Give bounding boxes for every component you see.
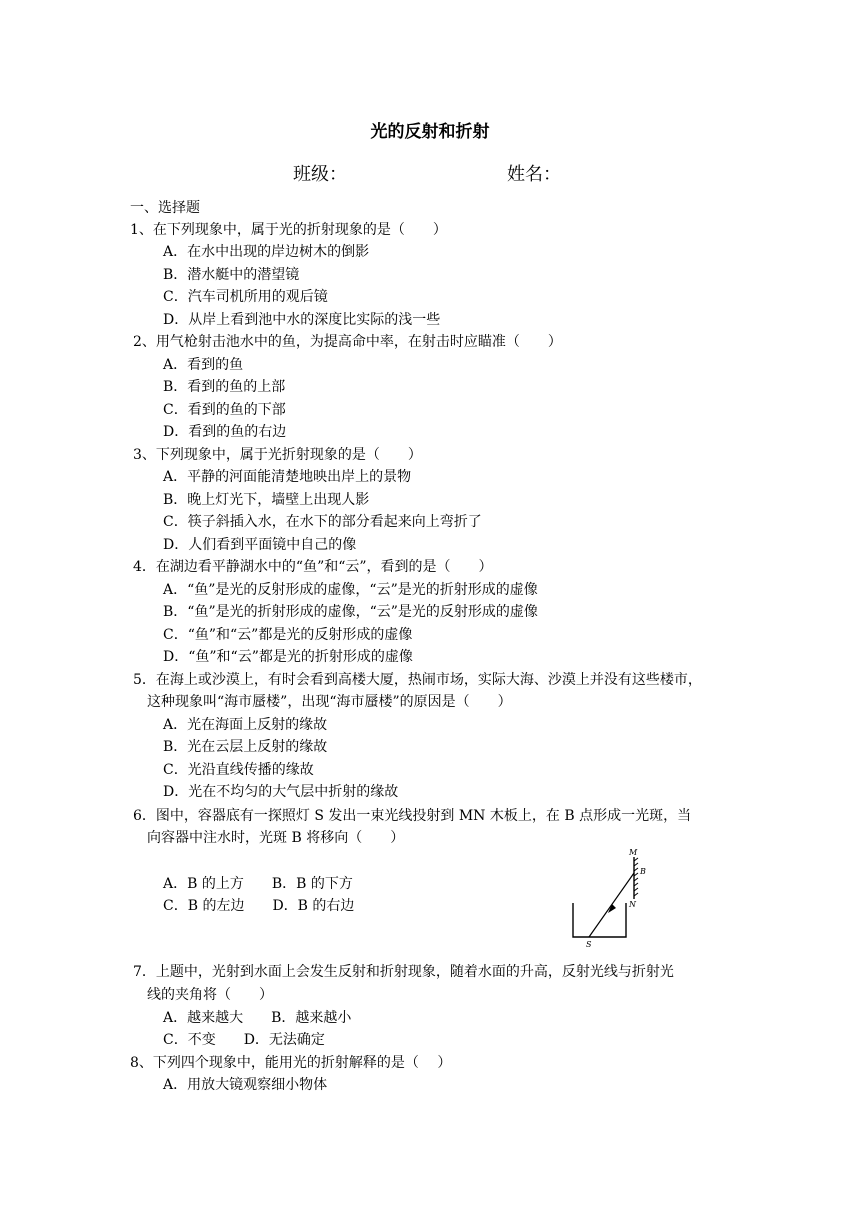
question-5-option-c: C．光沿直线传播的缘故 bbox=[163, 762, 314, 778]
question-4-option-b: B．“鱼”是光的折射形成的虚像，“云”是光的反射形成的虚像 bbox=[163, 604, 538, 620]
question-2-option-b: B．看到的鱼的上部 bbox=[163, 379, 286, 395]
question-2-stem: 2、用气枪射击池水中的鱼，为提高命中率，在射击时应瞄准（ ） bbox=[133, 334, 562, 350]
container-light-diagram bbox=[562, 843, 646, 949]
light-ray bbox=[589, 873, 634, 937]
question-2-option-c: C．看到的鱼的下部 bbox=[163, 402, 286, 418]
question-7-options-cd: C．不变 D．无法确定 bbox=[163, 1032, 325, 1048]
class-label: 班级： bbox=[293, 164, 347, 185]
question-4-option-d: D．“鱼”和“云”都是光的折射形成的虚像 bbox=[163, 649, 413, 665]
question-1-option-c: C．汽车司机所用的观后镜 bbox=[163, 289, 328, 305]
question-7-options-ab: A．越来越大 B．越来越小 bbox=[163, 1010, 352, 1026]
question-8-stem: 8、下列四个现象中，能用光的折射解释的是（ ） bbox=[130, 1055, 452, 1071]
question-3-option-a: A．平静的河面能清楚地映出岸上的景物 bbox=[163, 469, 412, 485]
page-title: 光的反射和折射 bbox=[370, 122, 490, 142]
question-2-option-a: A．看到的鱼 bbox=[163, 357, 244, 373]
container bbox=[573, 903, 626, 937]
question-4-stem: 4．在湖边看平静湖水中的“鱼”和“云”，看到的是（ ） bbox=[133, 559, 493, 575]
question-4-option-a: A．“鱼”是光的反射形成的虚像，“云”是光的折射形成的虚像 bbox=[163, 582, 538, 598]
label-b: B bbox=[640, 867, 646, 876]
question-4-option-c: C．“鱼”和“云”都是光的反射形成的虚像 bbox=[163, 627, 413, 643]
question-1-stem: 1、在下列现象中，属于光的折射现象的是（ ） bbox=[130, 222, 447, 238]
question-3-option-c: C．筷子斜插入水，在水下的部分看起来向上弯折了 bbox=[163, 514, 482, 530]
question-5-option-d: D．光在不均匀的大气层中折射的缘故 bbox=[163, 784, 399, 800]
question-7-stem-line-1: 7．上题中，光射到水面上会发生反射和折射现象，随着水面的升高，反射光线与折射光 bbox=[133, 964, 674, 980]
name-label: 姓名： bbox=[507, 164, 561, 185]
label-n: N bbox=[629, 900, 636, 909]
question-6-options-cd: C．B 的左边 D．B 的右边 bbox=[163, 898, 355, 914]
question-6-stem-line-1: 6．图中，容器底有一探照灯 S 发出一束光线投射到 MN 木板上，在 B 点形成一光斑，当 bbox=[133, 808, 692, 824]
question-1-option-b: B．潜水艇中的潜望镜 bbox=[163, 267, 300, 283]
question-5-option-b: B．光在云层上反射的缘故 bbox=[163, 739, 328, 755]
label-s: S bbox=[586, 940, 592, 949]
question-3-stem: 3、下列现象中，属于光折射现象的是（ ） bbox=[133, 447, 422, 463]
question-5-stem-line-2: 这种现象叫“海市蜃楼”，出现“海市蜃楼”的原因是（ ） bbox=[147, 694, 512, 710]
question-3-option-b: B．晚上灯光下，墙壁上出现人影 bbox=[163, 492, 370, 508]
question-5-stem-line-1: 5．在海上或沙漠上，有时会看到高楼大厦，热闹市场，实际大海、沙漠上并没有这些楼市， bbox=[133, 672, 702, 688]
question-8-option-a: A．用放大镜观察细小物体 bbox=[163, 1077, 328, 1093]
section-heading: 一、选择题 bbox=[130, 200, 200, 216]
question-1-option-d: D．从岸上看到池中水的深度比实际的浅一些 bbox=[163, 312, 441, 328]
question-7-stem-line-2: 线的夹角将（ ） bbox=[147, 987, 273, 1003]
question-6-stem-line-2: 向容器中注水时，光斑 B 将移向（ ） bbox=[147, 830, 405, 846]
question-2-option-d: D．看到的鱼的右边 bbox=[163, 424, 287, 440]
question-5-option-a: A．光在海面上反射的缘故 bbox=[163, 717, 328, 733]
label-m: M bbox=[629, 848, 638, 857]
question-6-options-ab: A．B 的上方 B．B 的下方 bbox=[163, 876, 353, 892]
question-3-option-d: D．人们看到平面镜中自己的像 bbox=[163, 537, 357, 553]
question-1-option-a: A．在水中出现的岸边树木的倒影 bbox=[163, 244, 370, 260]
